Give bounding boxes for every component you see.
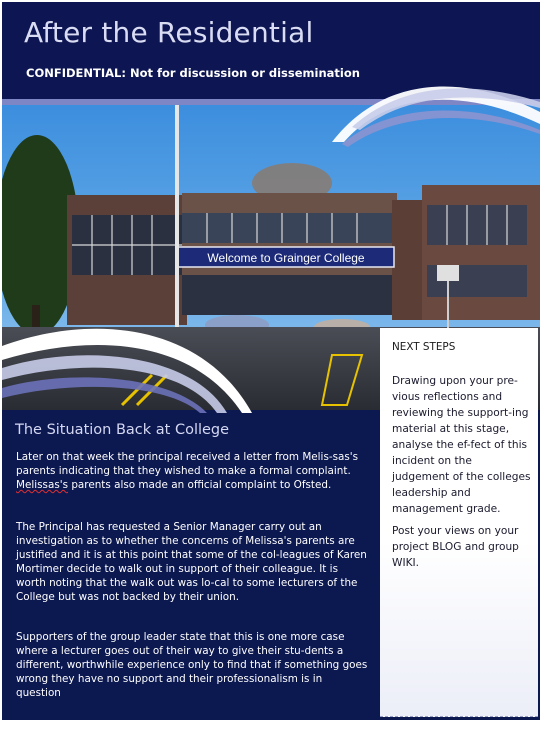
- main-article: [2, 410, 378, 720]
- decorative-swoosh-mid: [2, 318, 302, 418]
- decorative-swoosh-top: [332, 72, 540, 147]
- paragraph-text: parents also made an official complaint to Ofsted.: [68, 479, 332, 491]
- welcome-sign-text: Welcome to Grainger College: [207, 251, 365, 265]
- page-title: After the Residential: [24, 16, 314, 49]
- sidebar-paragraph-1: Drawing upon your pre-vious reflections and reviewing the support-ing material at this stage, analyse the ef-fect of this incident on the judgement of the colleges leadership and management grade.: [392, 375, 531, 515]
- sidebar-paragraph-2: Post your views on your project BLOG and group WIKI.: [392, 525, 519, 569]
- confidential-notice: CONFIDENTIAL: Not for discussion or dissemination: [26, 66, 360, 80]
- article-paragraph-1: [16, 450, 370, 492]
- next-steps-sidebar: [380, 328, 538, 717]
- newsletter-page: [2, 2, 540, 720]
- paragraph-text: Later on that week the principal received a letter from Melis-sas's parents indicating that they wished to make a formal complaint.: [16, 451, 359, 477]
- sidebar-heading: NEXT STEPS: [392, 341, 456, 353]
- misspelled-word: Melissas's: [16, 479, 69, 491]
- section-heading: The Situation Back at College: [15, 422, 230, 438]
- article-paragraph-2: The Principal has requested a Senior Manager carry out an investigation as to whether the concerns of Melissa's parents are justified and it is at this point that some of the col-leagues of Karen Mortimer decide to walk out in support of their colleague. It is worth noting that the walk out was lo-cal to some lecturers of the College but was not backed by their union.: [16, 521, 367, 603]
- article-paragraph-3: Supporters of the group leader state that this is one more case where a lecturer goes out of their way to give their stu-dents a different, worthwhile experience only to find that if something goes wrong they have no support and their professionalism is in question: [16, 631, 368, 699]
